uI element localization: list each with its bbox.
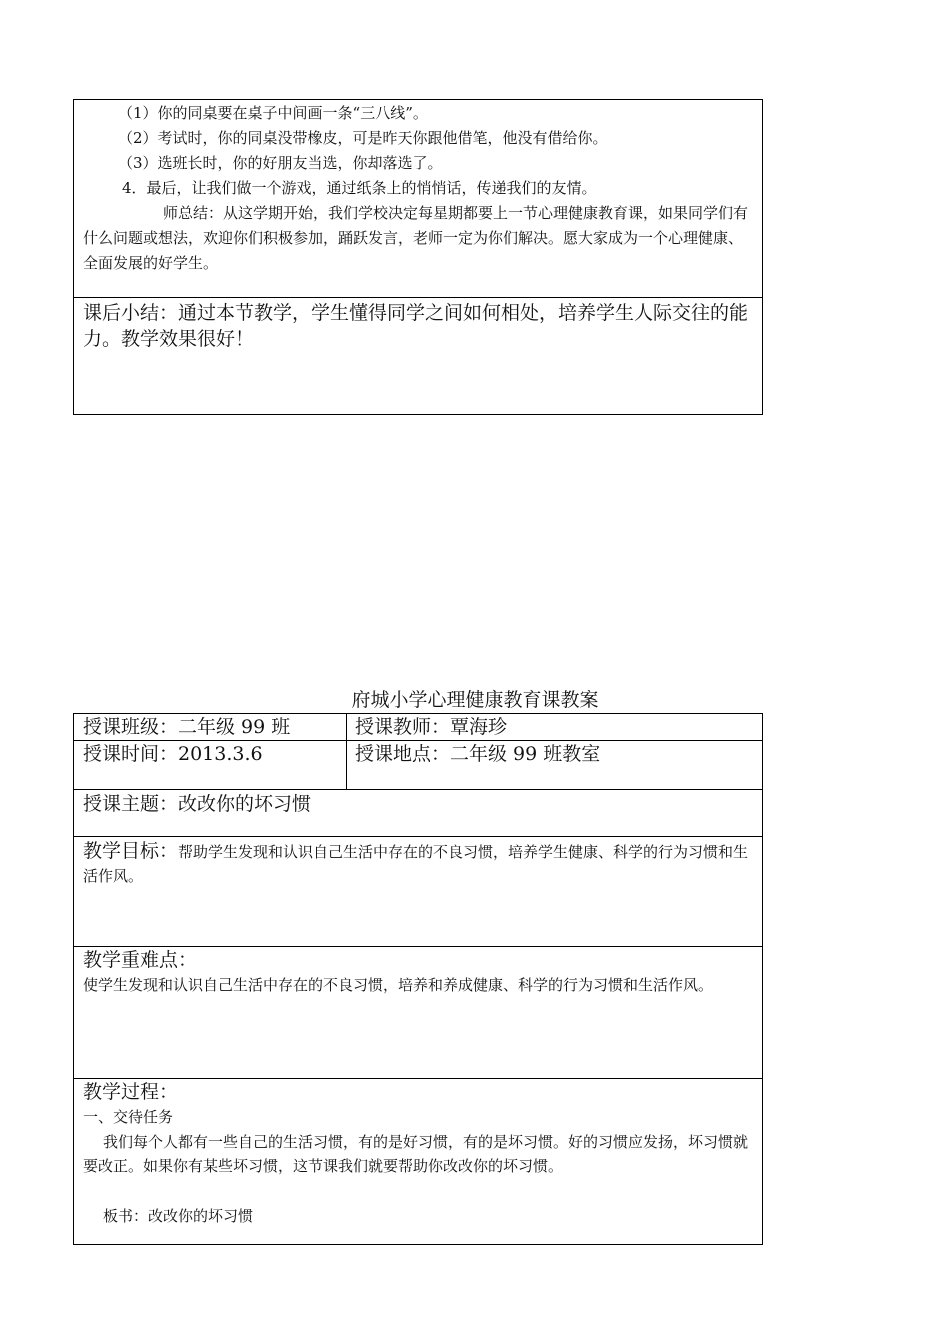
continuation-table — [73, 99, 763, 415]
key-points-text: 使学生发现和认识自己生活中存在的不良习惯，培养和养成健康、科学的行为习惯和生活作风。 — [83, 976, 714, 994]
process-text: 我们每个人都有一些自己的生活习惯，有的是好习惯，有的是坏习惯。好的习惯应发扬，坏习惯就要改正。如果你有某些坏习惯，这节课我们就要帮助你改改你的坏习惯。 — [83, 1133, 749, 1175]
after-class-summary-cell — [74, 298, 762, 414]
topic-field: 授课主题：改改你的坏习惯 — [83, 793, 312, 815]
teacher-field: 授课教师：覃海珍 — [355, 716, 508, 738]
objective-cell — [83, 839, 754, 888]
scenario-line-1: （1）你的同桌要在桌子中间画一条“三八线”。 — [118, 104, 428, 122]
row-divider — [74, 836, 762, 837]
after-class-summary: 课后小结：通过本节教学，学生懂得同学之间如何相处，培养学生人际交往的能力。教学效果很好！ — [83, 302, 749, 350]
process-section-heading: 一、交待任务 — [83, 1108, 174, 1126]
time-field: 授课时间：2013.3.6 — [83, 743, 263, 765]
process-label: 教学过程： — [83, 1081, 179, 1103]
lesson-plan-table — [73, 713, 763, 1245]
lesson-plan-title: 府城小学心理健康教育课教案 — [351, 689, 599, 711]
objective-label: 教学目标： — [83, 840, 179, 862]
game-line: 4．最后，让我们做一个游戏，通过纸条上的悄悄话，传递我们的友情。 — [122, 179, 597, 197]
scenario-line-2: （2）考试时，你的同桌没带橡皮，可是昨天你跟他借笔，他没有借给你。 — [118, 129, 608, 147]
blackboard-text: 板书：改改你的坏习惯 — [103, 1207, 254, 1225]
scenario-line-3: （3）选班长时，你的好朋友当选，你却落选了。 — [118, 154, 443, 172]
class-field: 授课班级：二年级 99 班 — [83, 716, 291, 738]
teacher-summary: 师总结：从这学期开始，我们学校决定每星期都要上一节心理健康教育课，如果同学们有什么问题或想法，欢迎你们积极参加，踊跃发言，老师一定为你们解决。愿大家成为一个心理健康、全面发展的好学生。 — [83, 204, 749, 272]
row-divider — [74, 789, 762, 790]
key-points-label: 教学重难点： — [83, 949, 198, 971]
objective-text: 帮助学生发现和认识自己生活中存在的不良习惯，培养学生健康、科学的行为习惯和生活作风。 — [83, 843, 749, 885]
column-divider — [346, 714, 347, 789]
location-field: 授课地点：二年级 99 班教室 — [355, 743, 601, 765]
activity-cell — [74, 100, 762, 298]
